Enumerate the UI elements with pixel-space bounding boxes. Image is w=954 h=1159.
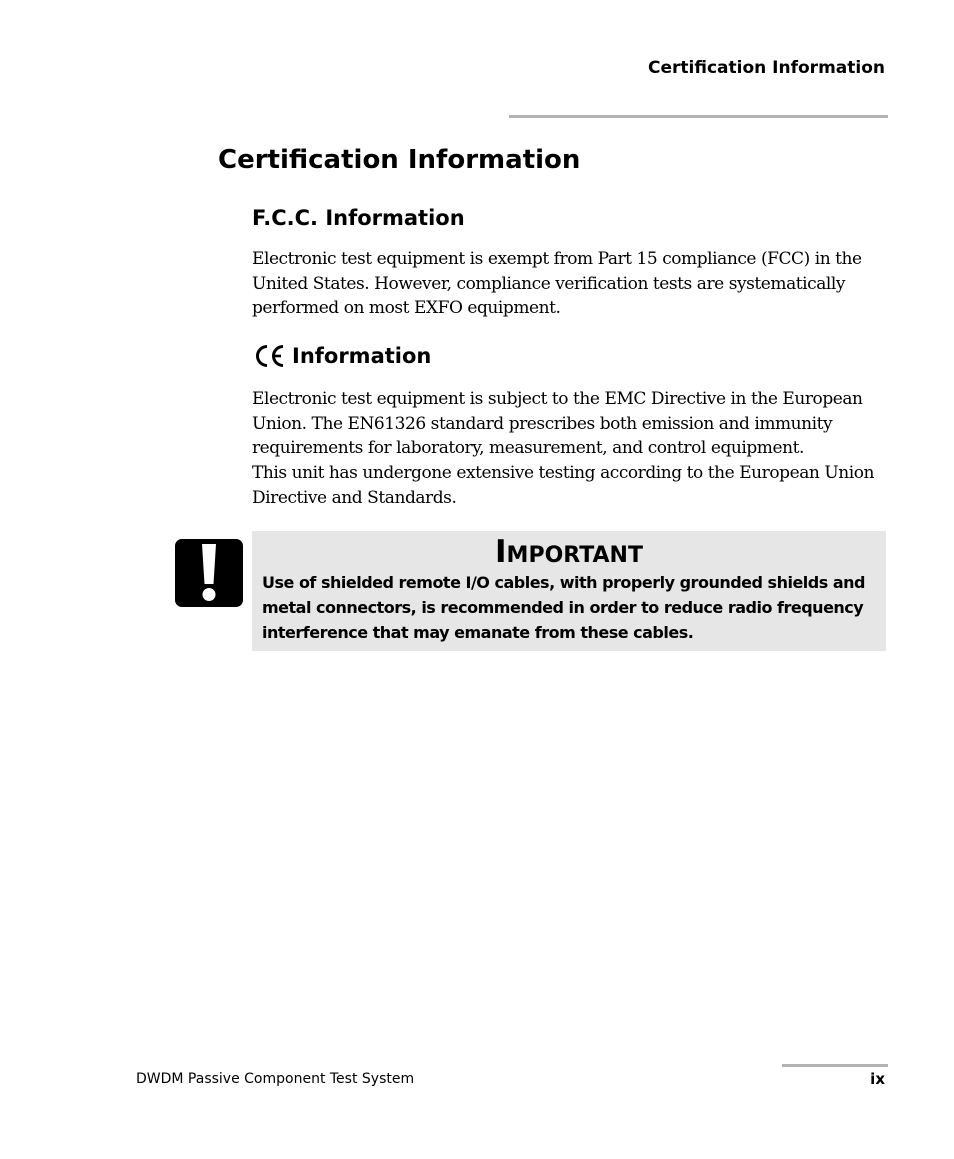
footer-rule [782, 1064, 888, 1067]
footer-product-name: DWDM Passive Component Test System [136, 1071, 415, 1087]
fcc-paragraph: Electronic test equipment is exempt from Part 15 compliance (FCC) in the United States. However, compliance verification tests are systematically performed on most EXFO equipment. [252, 249, 862, 319]
important-title: Important [495, 534, 643, 570]
ce-heading [252, 343, 431, 369]
ce-paragraph-2: This unit has undergone extensive testing according to the European Union Directive and Standards. [252, 463, 874, 508]
running-header: Certification Information [648, 58, 885, 78]
header-rule [509, 115, 888, 118]
page-title: Certification Information [218, 145, 581, 175]
page-number: ix [870, 1070, 885, 1088]
ce-heading-text: Information [292, 344, 432, 368]
important-text: Use of shielded remote I/O cables, with properly grounded shields and metal connectors, is recommended in order to reduce radio frequency interference that may emanate from these cables. [262, 573, 865, 642]
fcc-heading-text: F.C.C. Information [252, 206, 465, 230]
fcc-heading [252, 206, 465, 230]
exclamation-icon [175, 539, 243, 607]
ce-paragraph-1: Electronic test equipment is subject to the EMC Directive in the European Union. The EN61326 standard prescribes both emission and immunity requirements for laboratory, measurement, and control equipment. [252, 389, 863, 459]
ce-mark-icon [252, 343, 286, 369]
important-notice [252, 531, 886, 651]
